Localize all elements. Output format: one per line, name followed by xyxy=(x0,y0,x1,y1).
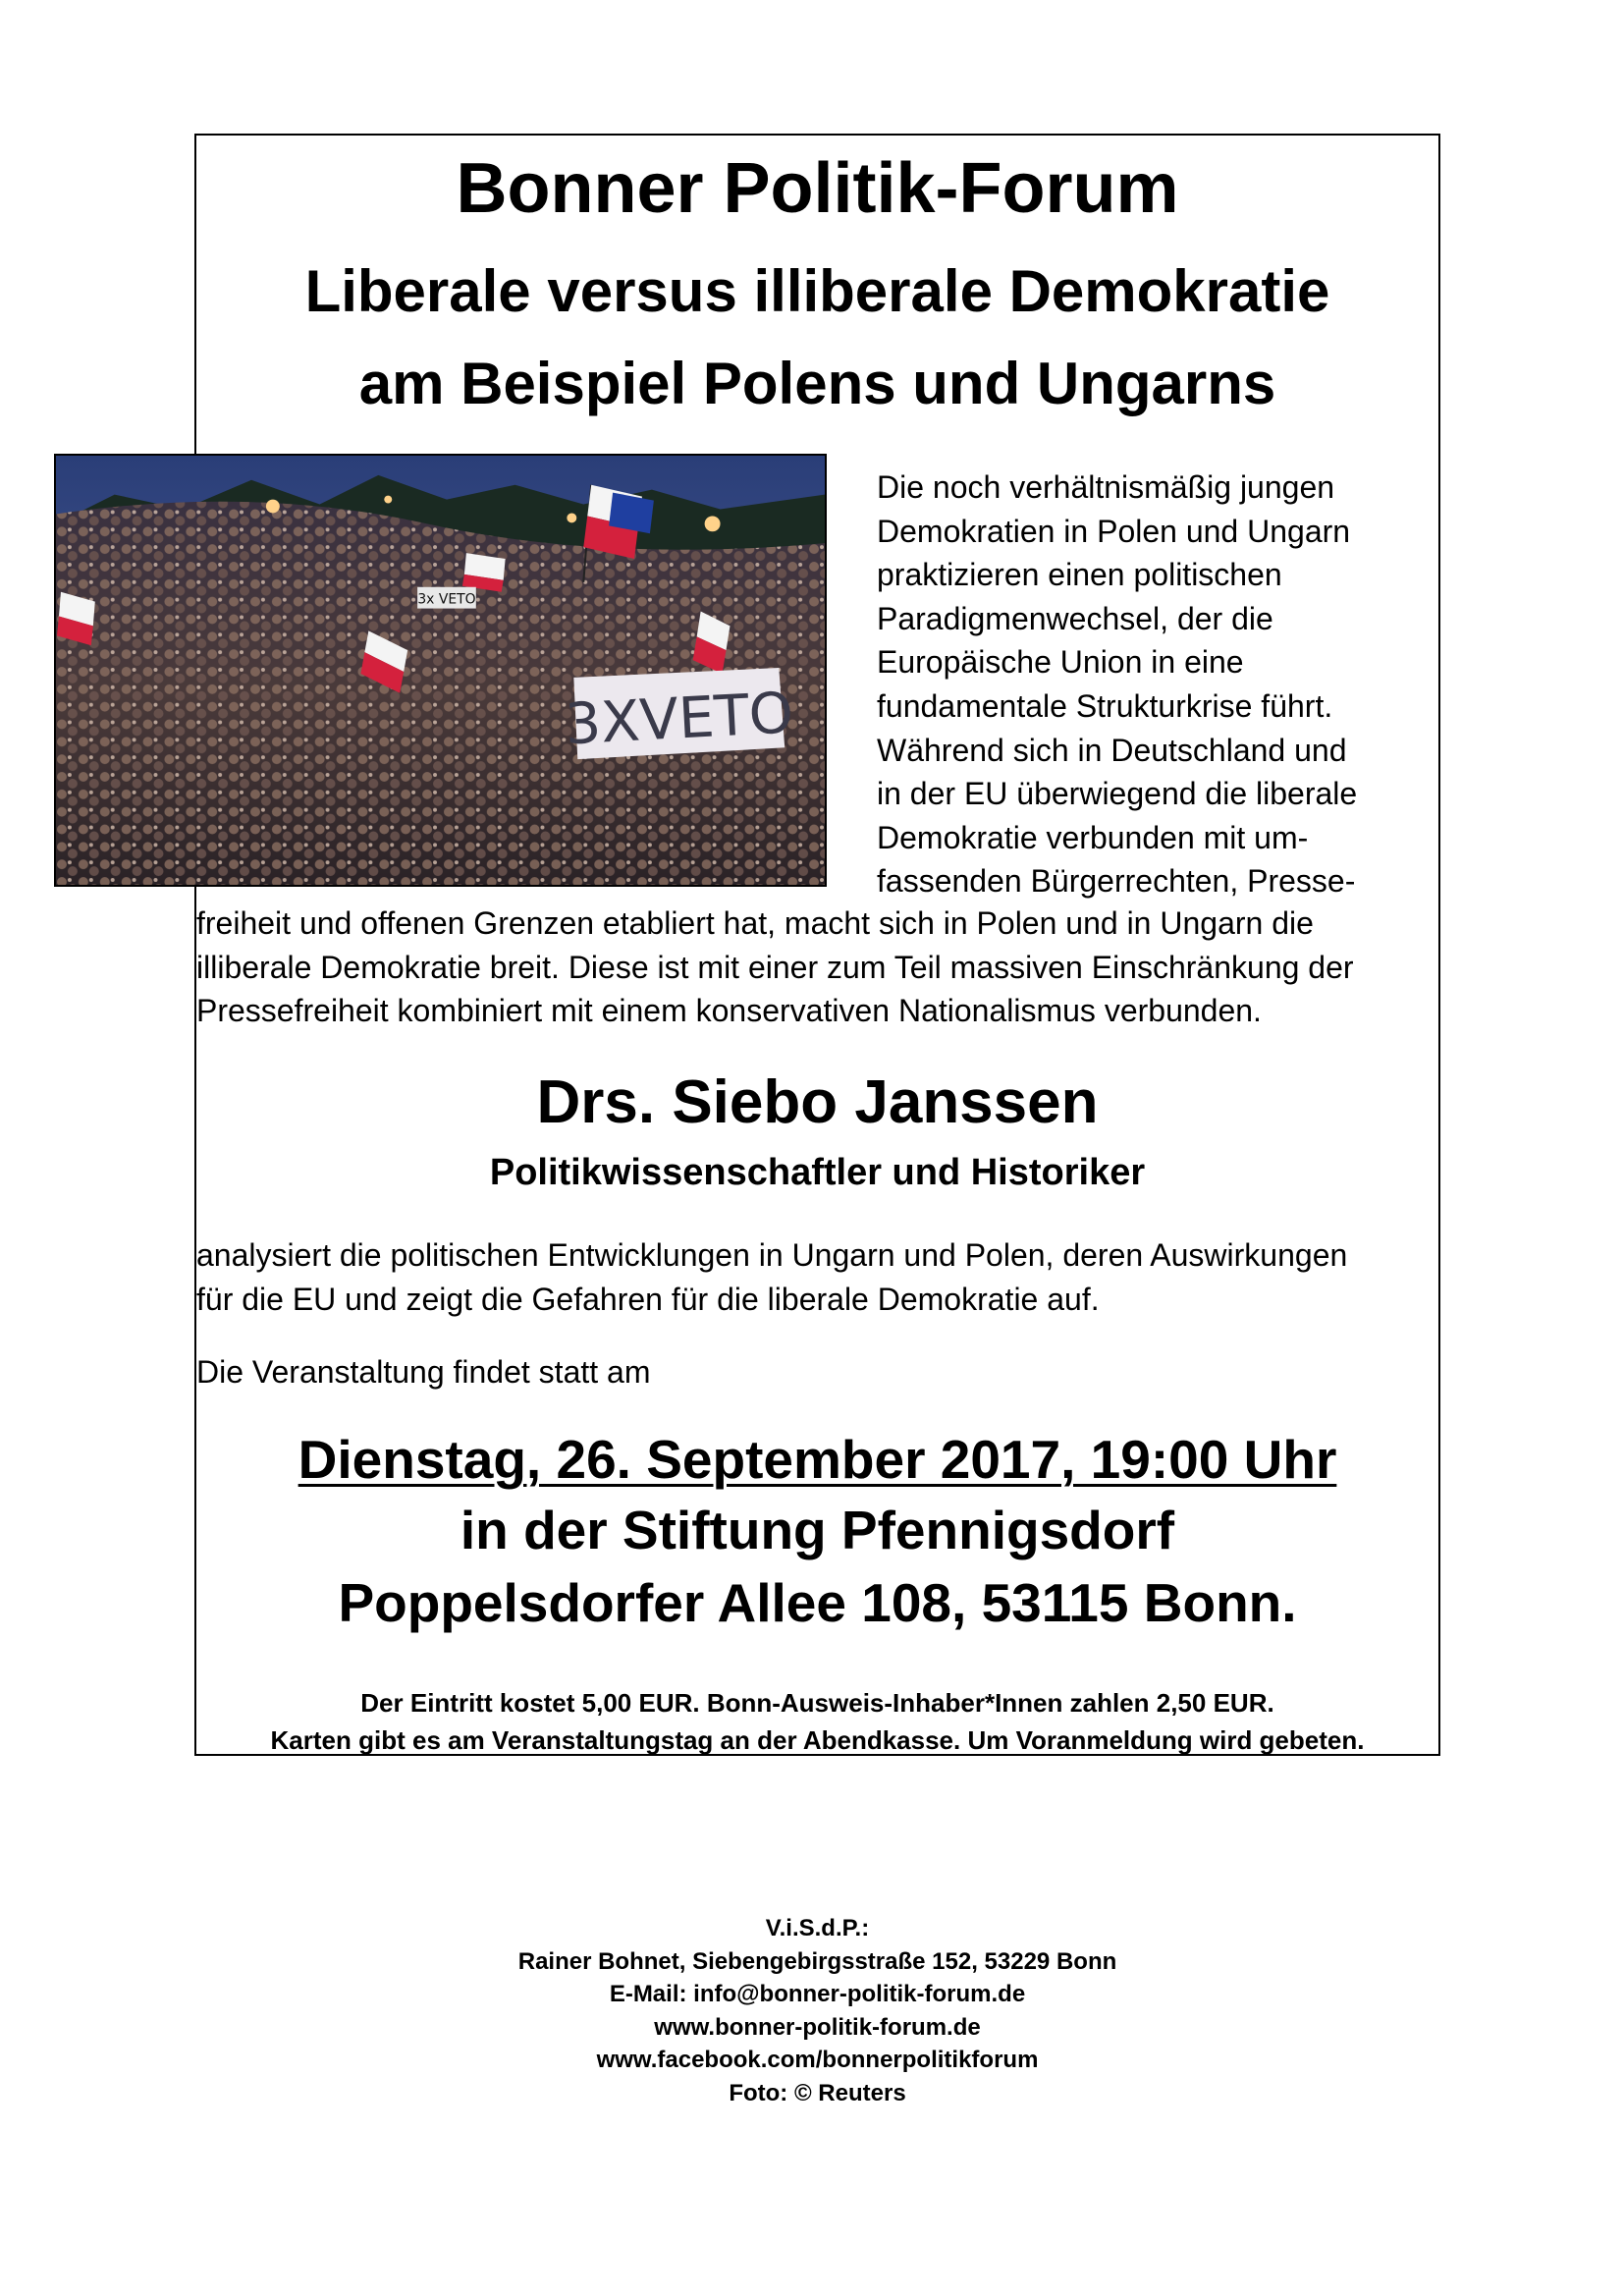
text-line: Paradigmenwechsel, der die xyxy=(877,600,1273,636)
text-line: Demokratie verbunden mit um- xyxy=(877,819,1309,855)
imprint xyxy=(194,1912,1440,2109)
fee-info xyxy=(194,1684,1440,1759)
page-title: Bonner Politik-Forum xyxy=(456,149,1179,228)
veto-banner xyxy=(564,668,795,759)
text-line: Die noch verhältnismäßig jungen xyxy=(877,469,1335,505)
text-line: für die EU und zeigt die Gefahren für die liberale Demokratie auf. xyxy=(196,1281,1100,1317)
text-line: illiberale Demokratie breit. Diese ist mit einer zum Teil massiven Einschränkung der xyxy=(196,949,1354,985)
event-subtitle xyxy=(194,246,1440,430)
event-date: Dienstag, 26. September 2017, 19:00 Uhr xyxy=(298,1429,1337,1490)
fee-line: Karten gibt es am Veranstaltungstag an der Abendkasse. Um Voranmeldung wird gebeten. xyxy=(270,1725,1365,1755)
imprint-address: Rainer Bohnet, Siebengebirgsstraße 152, 53229 Bonn xyxy=(517,1947,1117,1975)
text-line: analysiert die politischen Entwicklungen in Ungarn und Polen, deren Auswirkungen xyxy=(196,1237,1348,1273)
street-lamp xyxy=(384,496,392,504)
intro-paragraph-full xyxy=(196,902,1438,1033)
speaker-role: Politikwissenschaftler und Historiker xyxy=(489,1152,1146,1193)
analysis-paragraph xyxy=(196,1233,1438,1321)
event-place: in der Stiftung Pfennigsdorf xyxy=(460,1500,1175,1560)
imprint-website[interactable]: www.bonner-politik-forum.de xyxy=(654,2013,981,2041)
event-intro: Die Veranstaltung findet statt am xyxy=(196,1354,651,1390)
small-protest-sign xyxy=(417,587,476,609)
text-line: Pressefreiheit kombiniert mit einem konservativen Nationalismus verbunden. xyxy=(196,993,1262,1029)
polish-flag xyxy=(462,553,506,592)
imprint-label: V.i.S.d.P.: xyxy=(765,1915,870,1941)
banner-text: 3XVETO xyxy=(563,680,795,758)
street-lamp xyxy=(567,513,576,522)
photo-credit: Foto: © Reuters xyxy=(729,2079,906,2106)
protest-photo xyxy=(54,454,827,887)
event-address: Poppelsdorfer Allee 108, 53115 Bonn. xyxy=(338,1572,1297,1633)
imprint-email[interactable]: E-Mail: info@bonner-politik-forum.de xyxy=(609,1981,1026,2007)
street-lamp xyxy=(705,516,721,531)
text-line: fassenden Bürgerrechten, Presse- xyxy=(877,863,1356,900)
small-sign-text: 3x VETO xyxy=(417,591,476,608)
text-line: freiheit und offenen Grenzen etabliert hat, macht sich in Polen und in Ungarn die xyxy=(196,905,1314,941)
imprint-facebook[interactable]: www.facebook.com/bonnerpolitikforum xyxy=(596,2047,1039,2073)
text-line: in der EU überwiegend die liberale xyxy=(877,776,1358,812)
text-line: praktizieren einen politischen xyxy=(877,557,1282,593)
text-line: Europäische Union in eine xyxy=(877,644,1244,681)
intro-paragraph-side xyxy=(877,465,1427,903)
protest-crowd-image xyxy=(56,456,825,885)
street-lamp xyxy=(266,500,280,514)
speaker-name: Drs. Siebo Janssen xyxy=(536,1068,1099,1136)
fee-line: Der Eintritt kostet 5,00 EUR. Bonn-Ausweis-Inhaber*Innen zahlen 2,50 EUR. xyxy=(360,1688,1274,1718)
text-line: Demokratien in Polen und Ungarn xyxy=(877,513,1351,549)
text-line: fundamentale Strukturkrise führt. xyxy=(877,687,1333,724)
subtitle-line: am Beispiel Polens und Ungarns xyxy=(358,351,1276,416)
text-line: Während sich in Deutschland und xyxy=(877,732,1347,768)
subtitle-line: Liberale versus illiberale Demokratie xyxy=(304,258,1330,324)
